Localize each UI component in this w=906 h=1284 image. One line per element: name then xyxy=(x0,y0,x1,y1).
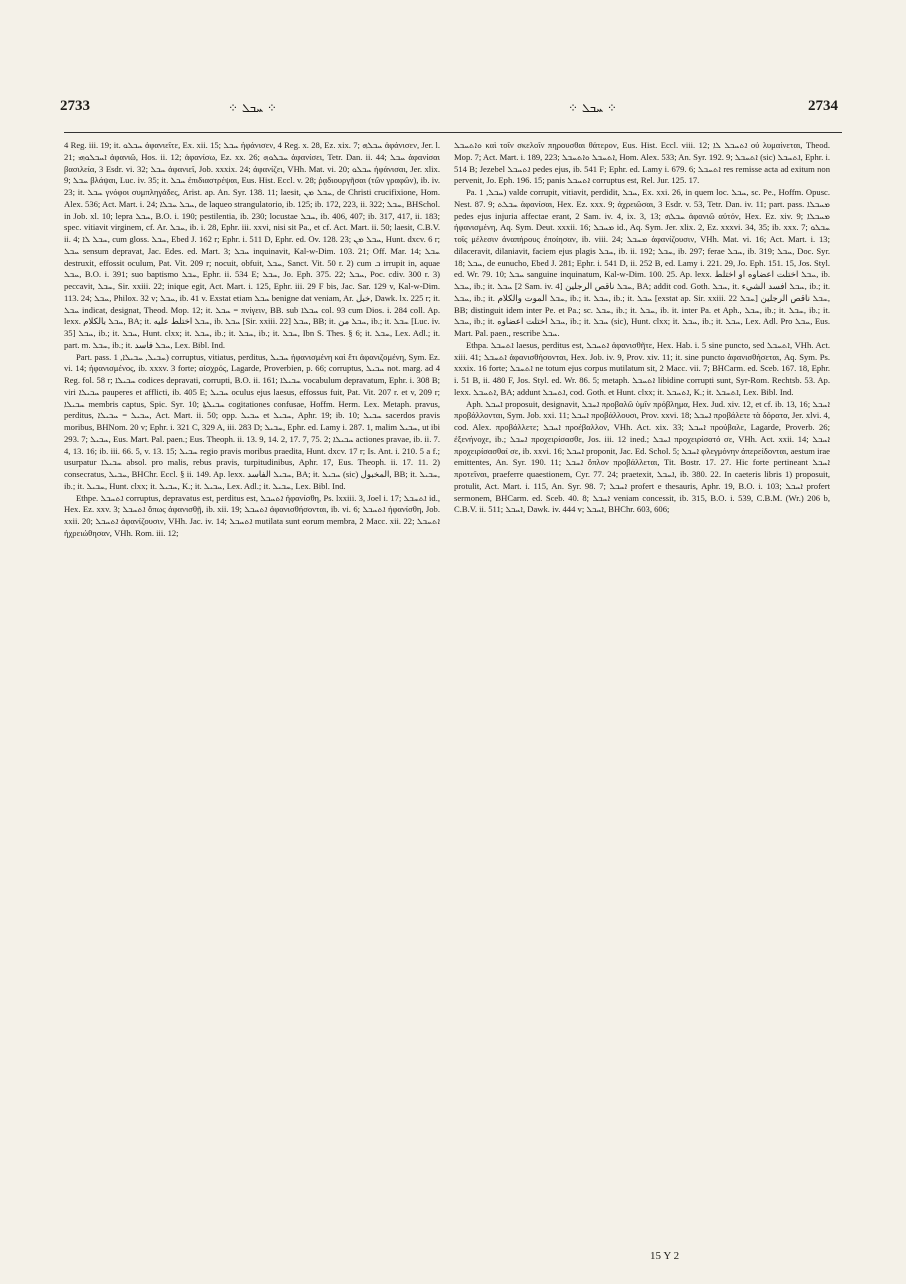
entry-paragraph: Ethpa. ܐܬܚܒܠ laesus, perditus est, ܐܬܚܒܠ ἀφανισθῆτε, Hex. Hab. i. 5 sine puncto, sed ܐܬܚܒܠ, VHh. Act. xiii. 41; ܐܬܚܒܠ ἀφανισθήσονται, Hex. Job. iv. 9, Prov. xiv. 11; it. sine puncto ἀφανισθήσεται, Aq. Sym. Ps. xxxix. 16 forte; ܐܬܚܒܠ ne totum ejus corpus mutilatum sit, 2 Macc. vii. 7; BHCarm. ed. Sceb. 167. 18, Ephr. i. 51 B, ii. 480 F, Jos. Styl. ed. Wr. 86. 5; metaph. ܐܬܚܒܠ libidine corrupti sunt, Syr-Rom. Rechtsb. 53. Ap. lexx. ܐܬܚܒܠ, BA; addunt ܐܬܚܒܠ, cod. Goth. et Hunt. clxx; it. ܐܬܚܒܠ, K.; it. ܐܬܚܒܠ, Lex. Bibl. Ind. xyxy=(454,339,830,397)
right-page-number: 2734 xyxy=(808,98,838,114)
entry-paragraph: Part. pass. ܚܒܝܠ, ܚܒܝܠܐ, 1) corruptus, vitiatus, perditus, ܚܒܝܠ ἠφανισμένη καὶ ἔτι ἀφανιζομένη, Sym. Ez. vi. 14; ἠφανισμένος, ib. xxxv. 3 forte; αἰσχρός, Lagarde, Proverbien, p. 66; corruptus, ܚܒܝܠ not. marg. ad 4 Reg. fol. 58 r; ܚܒܝܠܐ codices depravati, corrupti, B.O. ii. 161; ܚܒܝܠܐ vocabulum depravatum, Ephr. i. 308 B; viri ܚܒܝܠܐ pauperes et afflicti, ib. 405 E; ܚܒܝܠ oculus ejus laesus, effossus fuit, Pat. Vit. 207 r. et v, 209 r; ܚܒܝܠܐ membris captus, Spic. Syr. 10; ܚܒܝܠܬܐ cogitationes confusae, Hoffm. Herm. Lex. Metaph. pravus, perditus, ܚܒܝܠ = ܚܒܝܠܐ, Act. Mart. ii. 50; opp. ܚܒܝܠ et ܚܒܝܠ, Aphr. 19; ib. 10; ܚܒܝܠ sacerdos pravis moribus, BHNom. 20 v; Ephr. i. 321 C, 329 A, iii. 283 D; ܚܒܝܠ, Ephr. ed. Lamy i. 287. 1, malim ܚܒܝܠ, ut ibi 293. 7; ܚܒܝܠ, Eus. Mart. Pal. paen.; Eus. Theoph. ii. 13. 9, 14. 2, 17. 7, 75. 2; ܚܒܝܠܐ actiones pravae, ib. ii. 7. 4, 13. 16; ib. iii. 66. 5, v. 13. 15; ܚܒܝܠ regio pravis moribus praedita, Hunt. dxcv. 17 r; Is. Ant. i. 210. 5 a f.; usurpatur ܚܒܝܠܐ absol. pro malis, rebus pravis, turpitudinibus, Aphr. 17, Eus. Theoph. ii. 17. 11. 2) consecratus, ܚܒܝܠ, BHChr. Eccl. § ii. 149. Ap. lexx. ܚܒܝܠ الفاسد, BA; it. ܚܒܝܠ (sic) المخبول, BB; it. ܚܒܝܠ, ib.; it. ܚܒܝܠ, Hunt. clxx; it. ܚܒܝܠ, K.; it. ܚܒܝܠ, Lex. Adl.; it. ܚܒܝܠ, Lex. Bibl. Ind. xyxy=(64,351,440,491)
left-running-head: ⁘ ܚܒܠ ⁘ xyxy=(228,101,277,115)
left-column xyxy=(64,140,440,1240)
right-running-head: ⁘ ܚܒܠ ⁘ xyxy=(568,101,617,115)
signature-mark: 15 Y 2 xyxy=(650,1250,680,1262)
entry-paragraph: Aph. ܐܚܒܠ proposuit, designavit, ܐܚܒܠ προβαλῶ ὑμῖν πρόβλημα, Hex. Jud. xiv. 12, et cf. ib. 13, 16; ܐܚܒܠ προβάλλονται, Sym. Job. xxi. 11; ܐܚܒܠ προβάλλουσι, Prov. xxvi. 18; ܐܚܒܠ προβάλετε τὰ δόρατα, Jer. xlvi. 4, cod. Alex. προβάλλετε; ܐܚܒܠ προέβαλλον, VHh. Act. xix. 33; ܐܚܒܠ προύβαλε, Lagarde, Proverb. 26; ἐξενήνοχε, ib.; ܐܚܒܠ προχειρίσασθε, Jos. iii. 12 ined.; ܐܚܒܠ προχειρίσατό σε, VHh. Act. xxii. 14; ܐܚܒܠ προχειρίσασθαί σε, ib. xxvi. 16; ܐܚܒܠ proponit, Jac. Ed. Schol. 5; ܐܚܒܠ φλεγμόνην ἀπερείδονται, aestum irae emittentes, An. Syr. 190. 11; ܐܚܒܠ ὅπλον προβάλλεται, Tit. Bostr. 17. 27. Hic forte pertineant ܐܚܒܠ προτεῖναι, praeferre quaestionem, Cyr. 77. 24; praetexit, ܐܚܒܠ, ib. 380. 22. In caeteris libris 1) proposuit, protulit, Act. Mart. i. 115, An. Syr. 98. 7; ܐܚܒܠ profert e thesauris, Aphr. 19, B.O. i. 103; ܐܚܒܠ profert sermonem, BHCarm. ed. Sceb. 40. 8; ܐܚܒܠ veniam concessit, ib. 315, B.O. i. 539, C.B.M. (Wr.) 206 b, C.B.V. ii. 511; ܐܚܒܠ, Dawk. iv. 444 v; ܐܚܒܠ, BHChr. 603, 606; xyxy=(454,398,830,515)
entry-paragraph: ܘܐܬܚܒܠ καὶ τοῖν σκελοῖν πηρουσθαι θάτερον, Eus. Hist. Eccl. viii. 12; ܐܬܚܒܠ ܠܐ οὐ λυμαίνεται, Theod. Mop. 7; Act. Mart. i. 189, 223; ܐܬܚܒܠ ܘܐܬܚܒܠ, Hom. Alex. 533; An. Syr. 192. 9; ܐܬܚܒܠ (sic) ܐܬܚܒܠ, Ephr. i. 514 B; Jezebel ܐܬܚܒܠ pedes ejus, ib. 541 F; Ephr. ed. Lamy i. 679. 6; ܐܬܚܒܠ res remisse acta ad exitum non pervenit, Jo. Eph. 196. 15; panis ܐܬܚܒܠ corruptus est, Rel. Jur. 125. 17. xyxy=(454,140,830,186)
right-column xyxy=(454,140,830,1240)
entry-paragraph: Pa. ܚܒܠ, 1) valde corrupit, vitiavit, perdidit, ܚܒܠ, Ex. xxi. 26, in quem loc. ܚܒܠ, sc. Pe., Hoffm. Opusc. Nest. 87. 9; ܚܒܠܬ ἀφανίσαι, Hex. Ez. xxx. 9; ἀχρειῶσαι, 3 Esdr. v. 53, Tetr. Dan. iv. 11; part. pass. ܡܚܒܠܐ pedes ejus injuria affectae erant, 2 Sam. iv. 4, ix. 3, 13; ܚܒܠܗ ἀφανιῶ αὐτόν, Hex. Ez. xiv. 9; ܡܚܒܠܐ ἠφανισμένη, Aq. Sym. Deut. xxxii. 16; ܡܚܒܠ id., Aq. Sym. Jer. xlix. 2, Ez. xxxvi. 34, 35; ib. xxx. 7; ܚܒܠܘ τοῖς μέλεσιν ἀναπήρους ἐποίησαν, ib. viii. 24; ܡܚܒܠ ἀφανίζουσιν, VHh. Mat. vi. 16; Act. Mart. i. 13; dilaceravit, dilaniavit, faciem ejus plagis ܚܒܠ, ib. ii. 192; ܚܒܠ, ib. 297; ferae ܚܒܠ, ib. 319; ܚܒܠ, Doc. Syr. 18; ܚܒܠ, de eunucho, Ebed J. 281; Ephr. i. 541 D, ii. 252 B, ed. Lamy i. 221. 29, Jo. Eph. 151. 15, Jos. Styl. ed. Wr. 79. 10; ܚܒܠ sanguine inquinatum, Kal-w-Dim. 100. 25. Ap. lexx. ܚܒܠ اختلت اعضاوه او اختلط, ib. ܚܒܠ, ib.; it. ܚܒܠ [2 Sam. iv. 4] ܚܒܠ ناقص الرجلين, BA; addit cod. Goth. ܚܒܠ, it. ܚܒܠ افسد الشيء, ib.; it. ܚܒܠ, ib.; it. ܚܒܠ الموت والكلام, ib.; it. ܚܒܠ, ib.; it. ܚܒܠ [exstat ap. Sir. xxiii. 22 ܚܒܠ] ܚܒܠ ناقص الرجلين, BB; distinguit idem inter Pe. et Pa.; sc. ܚܒܠ, ib.; it. ܚܒܠ, ib. it. inter Pa. et Aph., ܚܒܠ, ib.; it. ܚܒܠ, ib.; it. ܚܒܠ, ib.; it. ܚܒܠ اختلت اعضاوه, ib.; it. ܚܒܠ (sic), Hunt. clxx; it. ܚܒܠ, ib.; it. ܚܒܠ, Lex. Adl. Pro ܚܒܠ, Eus. Mart. Pal. paen., rescribe ܚܒܠ. xyxy=(454,187,830,338)
header-rule-left xyxy=(64,132,454,133)
entry-paragraph: Ethpe. ܐܬܚܒܠ corruptus, depravatus est, perditus est, ܐܬܚܒܠ ἠφανίσθη, Ps. lxxiii. 3, Joel i. 17; ܐܬܚܒܠ id., Hex. Ez. xxv. 3; ܐܬܚܒܠ ὅπως ἀφανισθῇ, ib. xii. 19; ܐܬܚܒܠ ἀφανισθήσονται, ib. vi. 6; ܐܬܚܒܠ ἠφανίσθη, Job. xxii. 20; ܐܬܚܒܠ ἀφανίζουσιν, VHh. Jac. iv. 14; ܐܬܚܒܠ mutilata sunt eorum membra, 2 Macc. xii. 22; ܐܬܚܒܠ ἠχρειώθησαν, VHh. Rom. iii. 12; xyxy=(64,492,440,538)
entry-paragraph: 4 Reg. iii. 19; it. ܚܒܠܘ ἀφανιεῖτε, Ex. xii. 15; ܚܒܠ ἠφάνισεν, 4 Reg. x. 28, Ez. xix. 7; ܚܒܠܗ ἀφάνισεν, Jer. l. 21; ܐܚܒܠܘܗܝ ἀφανιῶ, Hos. ii. 12; ἀφανίσω, Ez. xx. 26; ܚܒܠܘܗ ἀφανίσει, Tetr. Dan. ii. 44; ܚܒܠ ἀφανίσαι βασιλεία, 3 Esdr. vi. 32; ܚܒܠ ἀφανιεῖ, Job. xxxix. 24; ἀφανίζει, VHh. Mat. vi. 20; ܚܒܠܘ ἠφάνισαι, Jer. xlix. 9; ܚܒܠ βλάψαι, Luc. iv. 35; it. ܚܒܠ ἐπιδιαστρέψαι, Eus. Hist. Eccl. v. 28; ῥᾳδιουργῆσαι (τῶν γραφῶν), ib. iv. 23; it. ܚܒܠ γνόφοι συμπληγάδες, Arist. ap. An. Syr. 138. 11; laesit, ܚܒܠ ܡܢ, de Christi crucifixione, Hom. Alex. 536; Act. Mart. i. 24; ܚܒܠ ܚܒܠܐ, de laqueo strangulatorio, ib. 125; ib. 172, 223, ii. 322; ܚܒܠ, BHSchol. in Job. xl. 10; lepra ܚܒܠ, B.O. i. 190; pestilentia, ib. 230; locustae ܚܒܠ, ib. 406, 407; ib. 317, 417, ii. 183; spec. vitiavit virginem, cf. Ar. ܚܒܠ, ib. i. 28, Ephr. iii. xxvi, nisi sit Pa., et cf. Act. Mart. ii. 50; laesit, C.B.V. ii. 4; ܚܒܠ ܠܐ, cum gloss. ܚܒܠ, Ebed J. 162 r; Ephr. i. 511 D, Ephr. ed. Ov. 128. 23; ܚܒܠ ܡܢ, Hunt. dxcv. 6 r; ܚܒܠ sensum depravat, Jac. Edes. ed. Mart. 3; ܚܒܠ inquinavit, Kal-w-Dim. 103. 21; Off. Mar. 14; ܚܒܠ destruxit, effossit oculum, Pat. Vit. 209 r; nocuit, obfuit, ܚܒܠ, Sanct. Vit. 50 r. 2) cum ܒ irrupit in, aquae ܚܒܠ, B.O. i. 391; suo baptismo ܚܒܠ, Ephr. ii. 534 E; ܚܒܠ, Jo. Eph. 375. 22; ܚܒܠ, Poc. cdiv. 300 r. 3) peccavit, ܚܒܠ, Sir. xxiii. 22; inique egit, Act. Mart. i. 125, Ephr. iii. 29 F bis, Jac. Sar. 129 v, Kal-w-Dim. 113. 24; ܚܒܠ, Philox. 32 v; ܚܒܠ, ib. 41 v. Exstat etiam ܚܒܠ benigne dat veniam, Ar. خبل, Dawk. lx. 225 r; it. ܚܒܠ indicat, designat, Theod. Mop. 12; it. ܚܒܠ = πνίγειν, BB. sub ܚܒܠܐ col. 93 cum Dios. i. 284 coll. Ap. lexx. ܚܒܠ بالكلام, BA; it. ܚܒܠ اختلط عليه, ib. ܚܒܠ [Sir. xxiii. 22] ܚܒܠ, BB; it. ܚܒܠ من, ib.; it. ܚܒܠ [Luc. iv. 35] ܚܒܠ, ib.; it. ܚܒܠ, Hunt. clxx; it. ܚܒܠ, ib.; it. ܚܒܠ, ib.; it. ܚܒܠ, Ibn S. Thes. § 6; it. ܚܒܠ, Lex. Adl.; it. part. m. ܚܒܠ, ib.; it. ܚܒܠ فاسد, Lex. Bibl. Ind. xyxy=(64,140,440,350)
header-rule-right xyxy=(452,132,842,133)
left-page-number: 2733 xyxy=(60,98,90,114)
